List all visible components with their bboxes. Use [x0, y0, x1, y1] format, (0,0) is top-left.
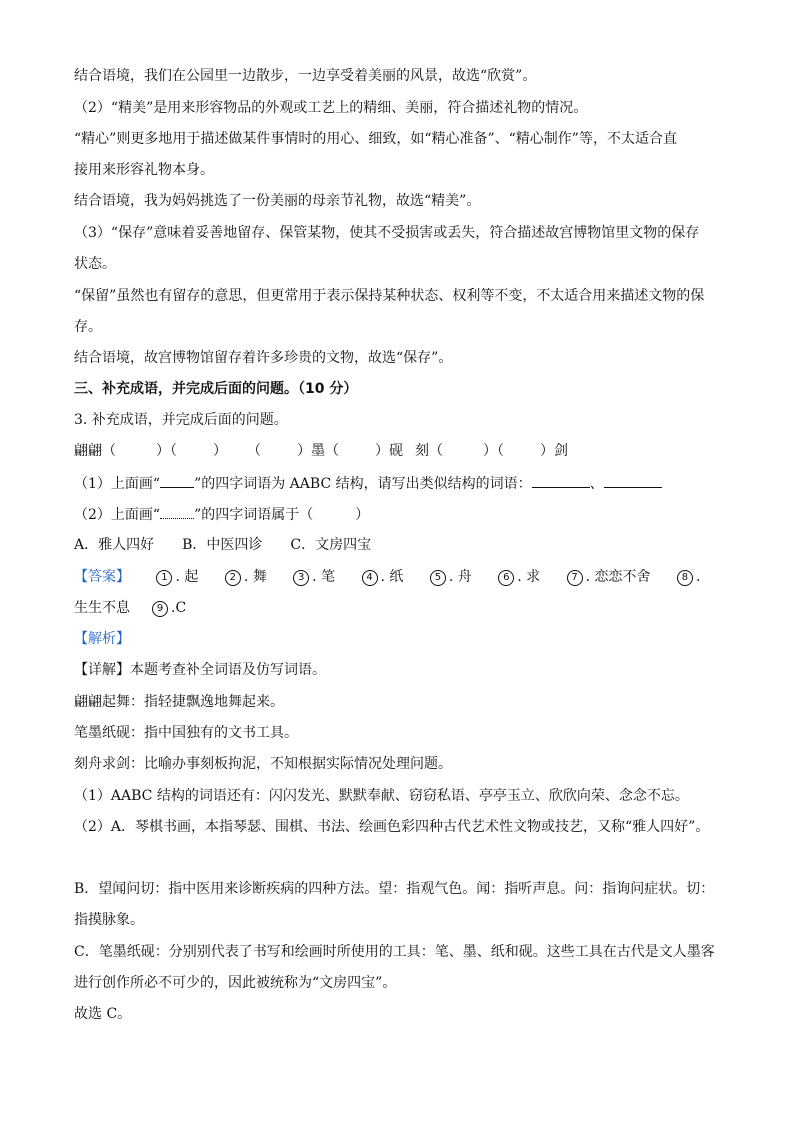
answer-line-continued: [74, 598, 734, 618]
explanation-line: 指摸脉象。: [74, 912, 144, 928]
detail-text: 本题考查补全词语及仿写词语。: [130, 662, 326, 678]
explanation-line: 故选 C。: [74, 1006, 132, 1022]
answer-label: 【答案】: [74, 569, 130, 585]
answer-item: [498, 567, 540, 587]
answer-blank[interactable]: [604, 473, 662, 488]
answer-text: . 纸: [380, 569, 404, 585]
circled-number: 7: [567, 570, 583, 586]
circled-number: 1: [156, 570, 172, 586]
paragraph: “精心”则更多地用于描述做某件事情时的用心、细致，如“精心准备”、“精心制作”等，不太适合直: [74, 131, 677, 147]
paragraph: “保留”虽然也有留存的意思，但更常用于表示保持某种状态、权利等不变，不太适合用来描述文物的保: [74, 288, 705, 304]
options-line: A．雅人四好 B．中医四诊 C．文房四宝: [74, 537, 372, 553]
answer-text: . 笔: [312, 569, 336, 585]
circled-number: 5: [430, 570, 446, 586]
circled-number: 8: [677, 570, 693, 586]
idiom-fill-line: [74, 441, 734, 461]
explanation-line: 翩翩起舞：指轻捷飘逸地舞起来。: [74, 694, 284, 710]
sub-question-text: （1）上面画“: [74, 476, 161, 492]
circled-number: 9: [152, 601, 168, 617]
circled-number: 3: [293, 570, 309, 586]
circled-number: 4: [362, 570, 378, 586]
answer-blank[interactable]: [532, 473, 590, 488]
underline-sample: [160, 473, 194, 488]
analysis-label: 【解析】: [74, 631, 130, 647]
idiom-text: ）: [213, 443, 227, 459]
sub-question-text: ”的四字词语为 AABC 结构，请写出类似结构的词语：: [194, 476, 532, 492]
answer-line: [74, 567, 734, 587]
circled-number: 2: [225, 570, 241, 586]
idiom-text: ）墨（: [297, 443, 339, 459]
idiom-text: （: [247, 443, 261, 459]
detail-label: 【详解】: [74, 662, 130, 678]
question-intro: 3. 补充成语，并完成后面的问题。: [74, 412, 288, 428]
separator: 、: [589, 476, 604, 492]
explanation-line: 刻舟求剑：比喻办事刻板拘泥，不知根据实际情况处理问题。: [74, 756, 452, 772]
explanation-line: 进行创作所必不可少的，因此被统称为“文房四宝”。: [74, 975, 397, 991]
idiom-text: 翩翩（: [74, 443, 116, 459]
answer-item: [430, 567, 472, 587]
idiom-text: ）砚: [375, 443, 403, 459]
idiom-text: ）（: [156, 443, 177, 459]
explanation-line: （2）A．琴棋书画，本指琴瑟、围棋、书法、绘画色彩四种古代艺术性文物或技艺，又称“雅人四好”。: [74, 819, 710, 835]
answer-item: [567, 567, 651, 587]
wavy-underline-sample: [160, 504, 194, 519]
sub-question-2: [74, 504, 734, 525]
paragraph: （2）“精美”是用来形容物品的外观或工艺上的精细、美丽，符合描述礼物的情况。: [74, 100, 588, 116]
section-heading: 三、补充成语，并完成后面的问题。（10 分）: [74, 381, 358, 397]
paragraph: （3）“保存”意味着妥善地留存、保管某物，使其不受损害或丢失，符合描述故宫博物馆里文物的保存: [74, 225, 700, 241]
answer-item: [156, 567, 198, 587]
answer-text: . 求: [517, 569, 541, 585]
paragraph: 结合语境，故宫博物馆留存着许多珍贵的文物，故选“保存”。: [74, 350, 453, 366]
paragraph: 状态。: [74, 256, 116, 272]
answer-text: .C: [171, 600, 187, 616]
paragraph: 存。: [74, 319, 102, 335]
answer-item: [293, 567, 335, 587]
answer-text: . 恋恋不舍: [585, 569, 651, 585]
paragraph: 结合语境，我为妈妈挑选了一份美丽的母亲节礼物，故选“精美”。: [74, 193, 481, 209]
answer-text: . 舟: [448, 569, 472, 585]
answer-text: . 起: [175, 569, 199, 585]
circled-number: 6: [498, 570, 514, 586]
answer-item: [677, 567, 700, 587]
idiom-text: 刻（: [415, 443, 443, 459]
answer-item: [362, 567, 404, 587]
answer-text: . 舞: [243, 569, 267, 585]
idiom-text: ）（: [483, 443, 504, 459]
explanation-line: 笔墨纸砚：指中国独有的文书工具。: [74, 725, 298, 741]
explanation-line: B．望闻问切：指中医用来诊断疾病的四种方法。望：指观气色。闻：指听声息。问：指询问症状。切：: [74, 881, 715, 897]
paragraph: 结合语境，我们在公园里一边散步，一边享受着美丽的风景，故选“欣赏”。: [74, 68, 537, 84]
sub-question-text: ）: [355, 507, 370, 523]
explanation-line: （1）AABC 结构的词语还有：闪闪发光、默默奉献、窃窃私语、亭亭玉立、欣欣向荣、念念不忘。: [74, 788, 689, 804]
explanation-line: C．笔墨纸砚：分别别代表了书写和绘画时所使用的工具：笔、墨、纸和砚。这些工具在古代是文人墨客: [74, 944, 715, 960]
idiom-text: ）剑: [540, 443, 568, 459]
paragraph: 接用来形容礼物本身。: [74, 162, 214, 178]
answer-text: 生生不息: [74, 600, 130, 616]
answer-text: .: [695, 569, 701, 585]
sub-question-1: [74, 473, 734, 494]
detail-line: [74, 660, 734, 680]
answer-item: [225, 567, 267, 587]
sub-question-text: ”的四字词语属于（: [194, 507, 314, 523]
sub-question-text: （2）上面画“: [74, 507, 161, 523]
